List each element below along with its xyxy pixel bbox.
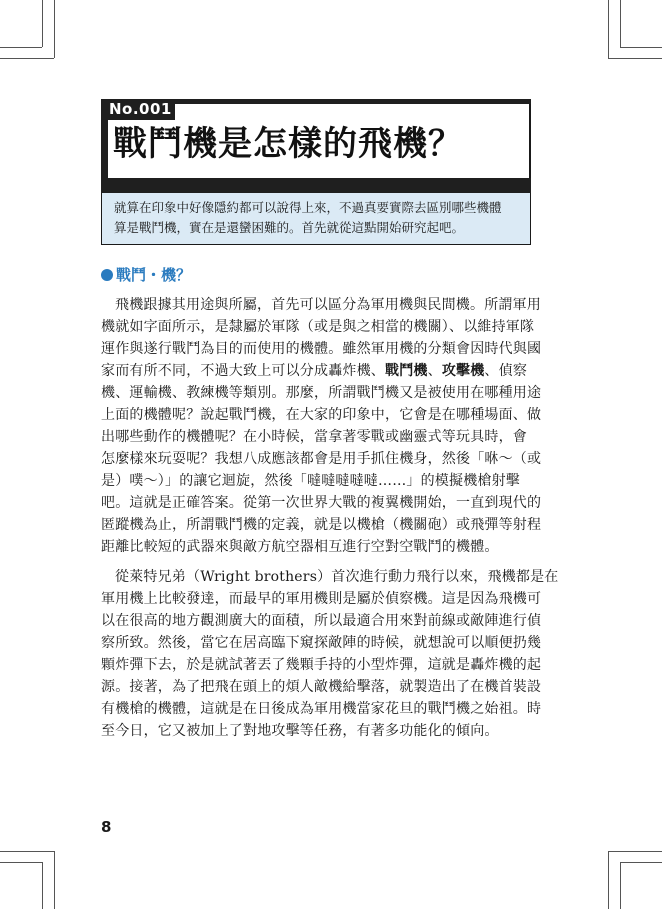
crop-mark xyxy=(608,851,662,852)
crop-mark xyxy=(608,58,662,59)
section-heading-text: 戰鬥・機？ xyxy=(116,266,192,284)
crop-mark xyxy=(0,47,42,48)
article-number: No.001 xyxy=(101,99,175,120)
paragraph-line: 機、運輸機、教練機等類別。那麼，所謂戰鬥機又是被使用在哪種用途 xyxy=(101,385,542,401)
crop-mark xyxy=(608,0,609,58)
text-run: 、 xyxy=(427,363,442,379)
page-title: 戰鬥機是怎樣的飛機？ xyxy=(113,124,463,164)
text-run: 家而有所不同，不過大致上可以分成轟炸機、 xyxy=(101,363,385,379)
bullet-icon xyxy=(101,269,113,281)
paragraph-line: 距離比較短的武器來與敵方航空器相互進行空對空戰鬥的機體。 xyxy=(101,539,499,555)
paragraph-line: 上面的機體呢？說起戰鬥機，在大家的印象中，它會是在哪種場面、做 xyxy=(101,407,542,423)
paragraph-line: 至今日，它又被加上了對地攻擊等任務，有著多功能化的傾向。 xyxy=(101,723,499,739)
paragraph-line: 從萊特兄弟（Wright brothers）首次進行動力飛行以來，飛機都是在 xyxy=(115,569,559,585)
paragraph-line: 源。接著，為了把飛在頭上的煩人敵機給擊落，就製造出了在機首裝設 xyxy=(101,679,542,695)
crop-mark xyxy=(0,851,54,852)
paragraph-line: 以在很高的地方觀測廣大的面積，所以最適合用來對前線或敵陣進行偵 xyxy=(101,613,542,629)
crop-mark xyxy=(42,862,43,909)
paragraph-line: 機就如字面所示，是隸屬於軍隊（或是與之相當的機關）、以維持軍隊 xyxy=(101,319,535,335)
paragraph-line: 察所致。然後，當它在居高臨下窺探敵陣的時候，就想說可以順便扔幾 xyxy=(101,635,542,651)
crop-mark xyxy=(54,0,55,58)
paragraph-line: 飛機跟據其用途與所屬，首先可以區分為軍用機與民間機。所謂軍用 xyxy=(115,297,541,313)
paragraph-line: 怎麼樣來玩耍呢？我想八成應該都會是用手抓住機身，然後「咻〜（或 xyxy=(101,451,542,467)
section-heading xyxy=(101,264,191,286)
crop-mark xyxy=(620,0,621,47)
crop-mark xyxy=(620,47,662,48)
bold-term: 攻擊機 xyxy=(441,363,485,379)
paragraph-line: 軍用機上比較發達，而最早的軍用機則是屬於偵察機。這是因為飛機可 xyxy=(101,591,542,607)
paragraph-line: 吧。這就是正確答案。從第一次世界大戰的複翼機開始，一直到現代的 xyxy=(101,495,542,511)
paragraph-line: 顆炸彈下去，於是就試著丟了幾顆手持的小型炸彈，這就是轟炸機的起 xyxy=(101,657,542,673)
crop-mark xyxy=(0,862,42,863)
paragraph-line xyxy=(101,360,531,382)
crop-mark xyxy=(0,58,54,59)
crop-mark xyxy=(42,0,43,47)
bold-term: 戰鬥機 xyxy=(385,363,428,379)
crop-mark xyxy=(620,862,662,863)
summary-box xyxy=(101,193,531,245)
paragraph-line: 匿蹤機為止，所謂戰鬥機的定義，就是以機槍（機關砲）或飛彈等射程 xyxy=(101,517,542,533)
crop-mark xyxy=(54,851,55,909)
crop-mark xyxy=(620,862,621,909)
summary-line: 就算在印象中好像隱約都可以說得上來，不過真要實際去區別哪些機體 xyxy=(114,200,502,215)
paragraph-line: 是）噗〜）」的讓它迴旋，然後「噠噠噠噠噠……」的模擬機槍射擊 xyxy=(101,473,520,489)
crop-mark xyxy=(608,851,609,909)
title-rule xyxy=(101,178,531,193)
summary-line: 算是戰鬥機，實在是還蠻困難的。首先就從這點開始研究起吧。 xyxy=(114,220,465,235)
paragraph-line: 有機槍的機體，這就是在日後成為軍用機當家花旦的戰鬥機之始祖。時 xyxy=(101,701,542,717)
text-run: 、偵察 xyxy=(484,363,528,379)
paragraph-line: 出哪些動作的機體呢？在小時候，當拿著零戰或幽靈式等玩具時，會 xyxy=(101,429,527,445)
paragraph-line: 運作與遂行戰鬥為目的而使用的機體。雖然軍用機的分類會因時代與國 xyxy=(101,341,542,357)
page-number: 8 xyxy=(101,818,112,836)
